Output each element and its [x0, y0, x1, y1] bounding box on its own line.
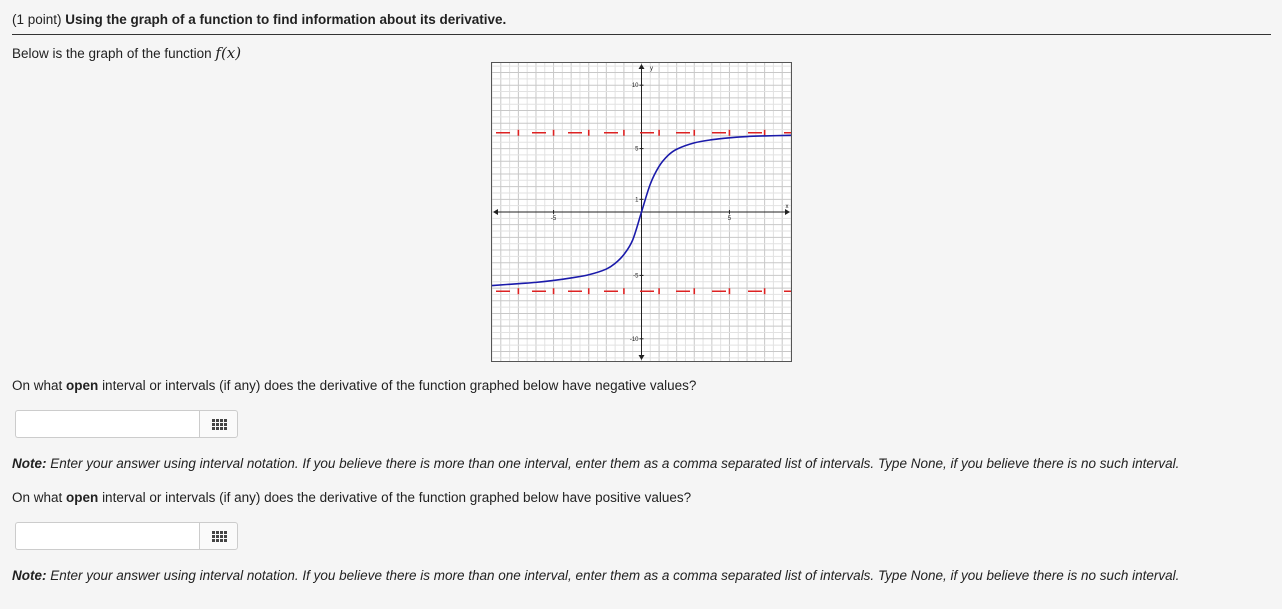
intro-label: Below is the graph of the function — [12, 46, 212, 61]
problem-title: Using the graph of a function to find information about its derivative. — [65, 12, 507, 27]
y-tick-label: -5 — [633, 273, 639, 280]
y-tick-label: -10 — [629, 336, 639, 343]
answer-positive-group — [15, 522, 238, 550]
equation-editor-button[interactable] — [199, 522, 238, 550]
y-tick-label: 10 — [631, 83, 639, 90]
function-graph — [491, 62, 792, 362]
note-label: Note: — [12, 568, 47, 583]
x-axis-arrow-left — [493, 209, 498, 215]
x-axis-name: x — [785, 204, 789, 210]
note-text: Enter your answer using interval notation. If you believe there is more than one interval, enter them as a comma separated list of intervals. Type None, if you believe there is no such interval. — [50, 456, 1180, 471]
function-name: f(x) — [215, 44, 242, 62]
graph-svg — [492, 63, 791, 361]
question-negative — [12, 378, 696, 393]
y-tick-label: 1 — [635, 197, 639, 204]
equation-editor-button[interactable] — [199, 410, 238, 438]
note-positive — [12, 568, 1179, 583]
note-text: Enter your answer using interval notation. If you believe there is more than one interval, enter them as a comma separated list of intervals. Type None, if you believe there is no such interval. — [50, 568, 1180, 583]
intro-text — [12, 44, 241, 62]
problem-header — [12, 12, 1271, 35]
question-suffix: interval or intervals (if any) does the derivative of the function graphed below have negative values? — [102, 378, 697, 393]
grid-keypad-icon — [211, 530, 227, 542]
point-value: (1 point) — [12, 12, 62, 27]
note-negative — [12, 456, 1179, 471]
x-tick-label: -5 — [550, 216, 557, 222]
answer-negative-input[interactable] — [15, 410, 199, 438]
grid-keypad-icon — [211, 418, 227, 430]
note-label: Note: — [12, 456, 47, 471]
question-suffix: interval or intervals (if any) does the derivative of the function graphed below have positive values? — [102, 490, 692, 505]
question-open-word: open — [66, 490, 99, 505]
answer-positive-input[interactable] — [15, 522, 199, 550]
y-axis-name: y — [650, 66, 653, 72]
question-prefix: On what — [12, 490, 63, 505]
question-open-word: open — [66, 378, 99, 393]
x-tick-label: 5 — [727, 216, 732, 222]
answer-negative-group — [15, 410, 238, 438]
question-positive — [12, 490, 691, 505]
question-prefix: On what — [12, 378, 63, 393]
y-tick-label: 5 — [635, 146, 639, 153]
